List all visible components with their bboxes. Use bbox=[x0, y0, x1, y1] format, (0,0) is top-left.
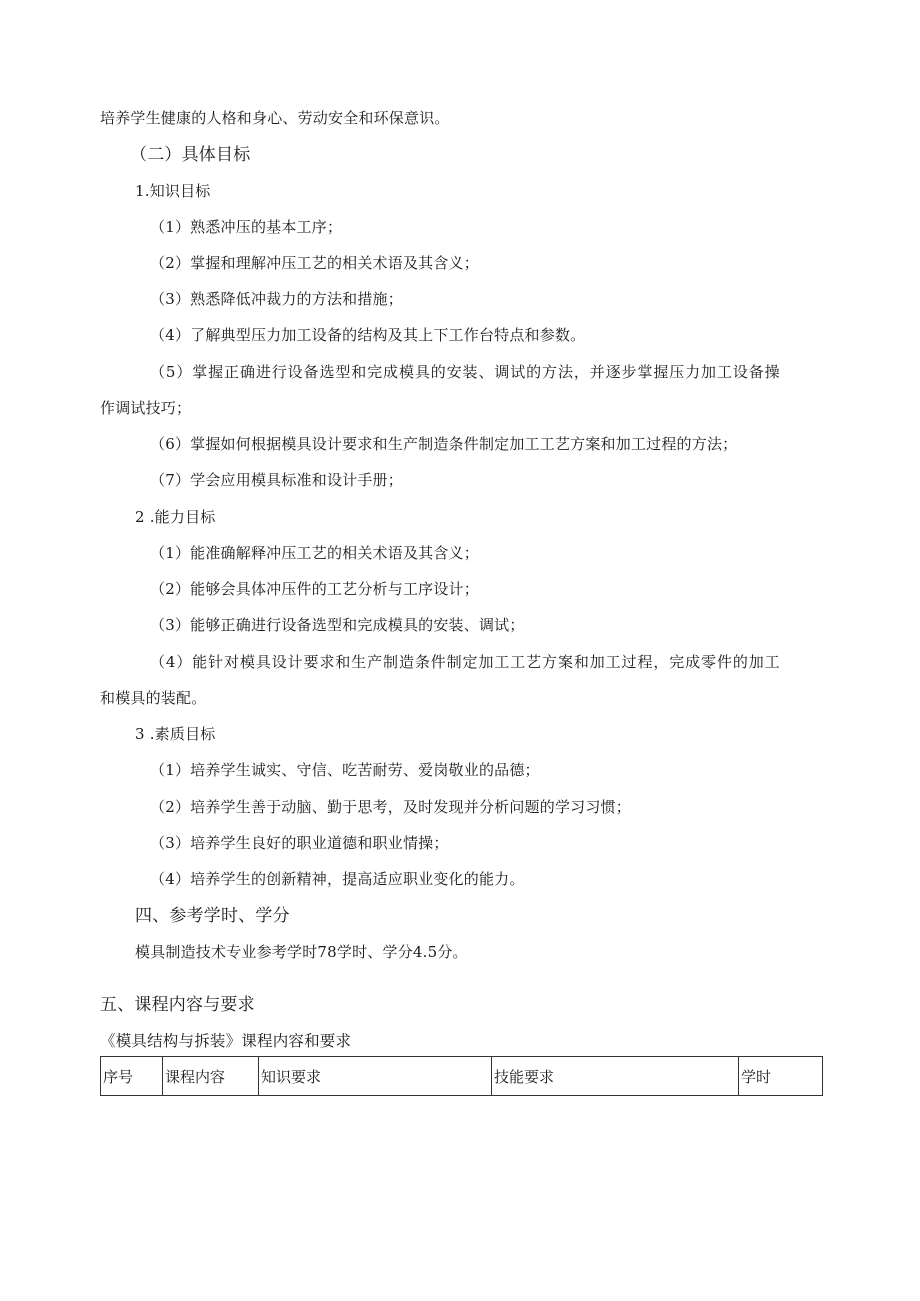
ability-goal-item: （4）能针对模具设计要求和生产制造条件制定加工工艺方案和加工过程，完成零件的加工 bbox=[150, 653, 781, 671]
knowledge-goal-item-continued: 作调试技巧； bbox=[100, 399, 192, 417]
intro-paragraph-tail: 培养学生健康的人格和身心、劳动安全和环保意识。 bbox=[100, 109, 450, 127]
column-header-skills: 技能要求 bbox=[492, 1057, 739, 1096]
ability-goal-item: （2）能够会具体冲压件的工艺分析与工序设计； bbox=[150, 580, 479, 598]
knowledge-goal-item: （6）掌握如何根据模具设计要求和生产制造条件制定加工工艺方案和加工过程的方法； bbox=[150, 435, 738, 453]
column-header-knowledge: 知识要求 bbox=[259, 1057, 492, 1096]
knowledge-goal-item: （1）熟悉冲压的基本工序； bbox=[150, 218, 343, 236]
knowledge-goal-item: （7）学会应用模具标准和设计手册； bbox=[150, 471, 403, 489]
column-header-hours: 学时 bbox=[739, 1057, 823, 1096]
knowledge-goals-heading: 1.知识目标 bbox=[135, 182, 211, 200]
course-content-table bbox=[100, 1056, 823, 1096]
section-5-heading: 五、课程内容与要求 bbox=[100, 995, 255, 1015]
quality-goal-item: （1）培养学生诚实、守信、吃苦耐劳、爱岗敬业的品德； bbox=[150, 761, 540, 779]
ability-goals-heading: 2 .能力目标 bbox=[135, 508, 216, 526]
knowledge-goal-item: （5）掌握正确进行设备选型和完成模具的安装、调试的方法，并逐步掌握压力加工设备操 bbox=[150, 363, 781, 381]
table-caption: 《模具结构与拆装》课程内容和要求 bbox=[100, 1032, 352, 1050]
knowledge-goal-item: （4）了解典型压力加工设备的结构及其上下工作台特点和参数。 bbox=[150, 326, 586, 344]
quality-goal-item: （3）培养学生良好的职业道德和职业情操； bbox=[150, 834, 449, 852]
specific-goals-heading: （二）具体目标 bbox=[130, 145, 251, 165]
section-4-text: 模具制造技术专业参考学时78学时、学分4.5分。 bbox=[135, 943, 468, 961]
knowledge-goal-item: （3）熟悉降低冲裁力的方法和措施； bbox=[150, 290, 403, 308]
column-header-content: 课程内容 bbox=[163, 1057, 259, 1096]
section-4-heading: 四、参考学时、学分 bbox=[135, 906, 290, 926]
quality-goal-item: （4）培养学生的创新精神，提高适应职业变化的能力。 bbox=[150, 870, 525, 888]
ability-goal-item-continued: 和模具的装配。 bbox=[100, 689, 207, 707]
column-header-index: 序号 bbox=[101, 1057, 163, 1096]
knowledge-goal-item: （2）掌握和理解冲压工艺的相关术语及其含义； bbox=[150, 254, 479, 272]
quality-goals-heading: 3 .素质目标 bbox=[135, 725, 216, 743]
table-header-row bbox=[101, 1057, 823, 1096]
ability-goal-item: （3）能够正确进行设备选型和完成模具的安装、调试； bbox=[150, 616, 525, 634]
ability-goal-item: （1）能准确解释冲压工艺的相关术语及其含义； bbox=[150, 544, 479, 562]
quality-goal-item: （2）培养学生善于动脑、勤于思考，及时发现并分析问题的学习习惯； bbox=[150, 798, 631, 816]
